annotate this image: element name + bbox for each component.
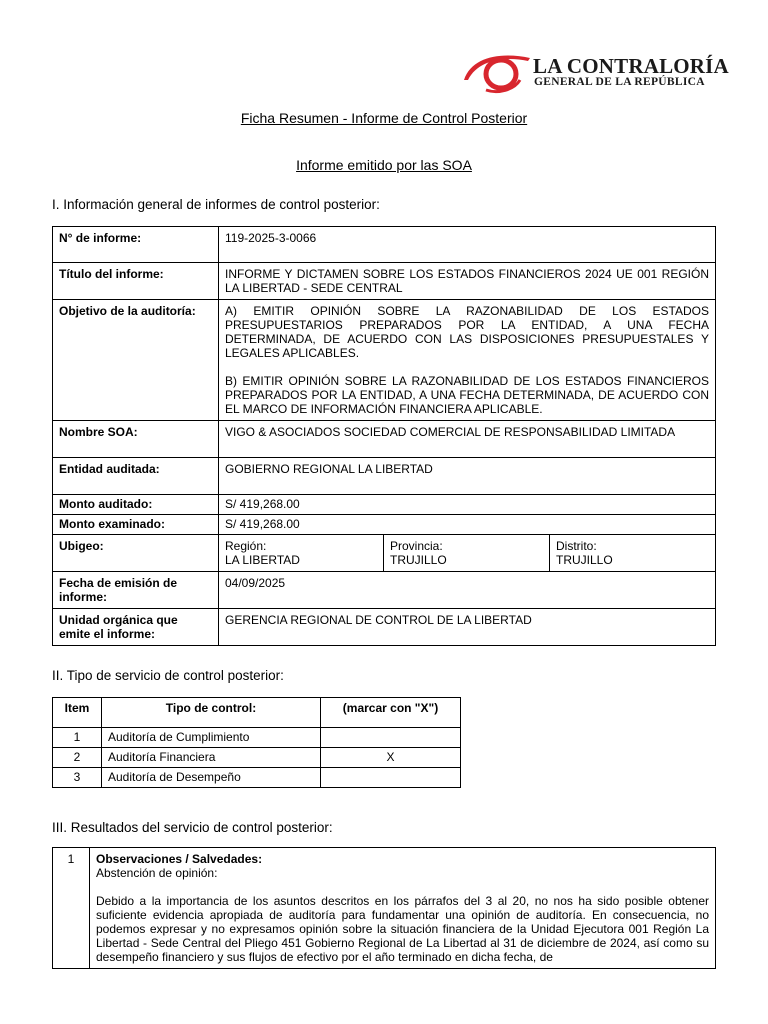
soa-label: Nombre SOA: [53,421,219,458]
soa-value: VIGO & ASOCIADOS SOCIEDAD COMERCIAL DE RESPONSABILIDAD LIMITADA [219,421,716,458]
ubigeo-region [219,535,384,572]
tipo-cell: Auditoría Financiera [102,748,321,768]
objetivo-label: Objetivo de la auditoría: [53,300,219,421]
region-label: Región: [225,539,267,553]
item-cell: 2 [53,748,102,768]
table-row [53,848,716,969]
document-title: Ficha Resumen - Informe de Control Posterior [240,110,528,126]
entidad-label: Entidad auditada: [53,458,219,495]
section-2-heading: II. Tipo de servicio de control posterior: [52,668,284,683]
entidad-value: GOBIERNO REGIONAL LA LIBERTAD [219,458,716,495]
ubigeo-provincia [384,535,550,572]
tipo-header: Tipo de control: [102,698,321,728]
marca-cell [321,728,461,748]
table-row [53,421,716,458]
item-cell: 3 [53,768,102,788]
distrito-label: Distrito: [556,539,597,553]
control-type-table [52,697,461,788]
result-item-number: 1 [53,848,90,969]
fecha-value: 04/09/2025 [219,572,716,609]
observations-subtitle: Abstención de opinión: [96,866,218,880]
table-row [53,609,716,646]
observations-title: Observaciones / Salvedades: [96,852,263,866]
tipo-cell: Auditoría de Desempeño [102,768,321,788]
table-row [53,728,461,748]
provincia-label: Provincia: [390,539,443,553]
marca-header: (marcar con "X") [321,698,461,728]
table-row [53,515,716,535]
objetivo-value [219,300,716,421]
contraloria-emblem-icon [458,50,532,94]
section-3-heading: III. Resultados del servicio de control posterior: [52,820,333,835]
marca-cell: X [321,748,461,768]
logo-title: LA CONTRALORÍA [533,54,729,78]
table-row [53,227,716,263]
distrito-value: TRUJILLO [556,553,613,567]
informe-title-label: Título del informe: [53,263,219,300]
table-row [53,572,716,609]
table-row [53,768,461,788]
region-value: LA LIBERTAD [225,553,300,567]
objetivo-a: A) EMITIR OPINIÓN SOBRE LA RAZONABILIDAD DE LOS ESTADOS PRESUPUESTARIOS PREPARADOS POR LA ENTIDAD, A UNA FECHA DETERMINADA, DE ACUERDO CON LAS DISPOSICIONES PRESUPUESTALES Y LEGALES APLICABLES. [225,304,709,360]
result-content [90,848,716,969]
unidad-value: GERENCIA REGIONAL DE CONTROL DE LA LIBERTAD [219,609,716,646]
section-1-heading: I. Información general de informes de control posterior: [52,197,380,212]
marca-cell [321,768,461,788]
item-header: Item [53,698,102,728]
monto-auditado-value: S/ 419,268.00 [219,495,716,515]
monto-examinado-label: Monto examinado: [53,515,219,535]
table-row [53,263,716,300]
tipo-cell: Auditoría de Cumplimiento [102,728,321,748]
provincia-value: TRUJILLO [390,553,447,567]
table-header-row [53,698,461,728]
general-info-table [52,226,716,646]
contraloria-logo [458,46,728,96]
results-table [52,847,716,969]
table-row [53,535,716,572]
unidad-label: Unidad orgánica que emite el informe: [53,609,219,646]
informe-number-value: 119-2025-3-0066 [219,227,716,263]
table-row [53,458,716,495]
monto-auditado-label: Monto auditado: [53,495,219,515]
logo-subtitle: GENERAL DE LA REPÚBLICA [534,76,705,88]
ubigeo-distrito [550,535,716,572]
fecha-label: Fecha de emisión de informe: [53,572,219,609]
table-row [53,300,716,421]
monto-examinado-value: S/ 419,268.00 [219,515,716,535]
informe-title-value: INFORME Y DICTAMEN SOBRE LOS ESTADOS FINANCIEROS 2024 UE 001 REGIÓN LA LIBERTAD - SEDE CENTRAL [219,263,716,300]
table-row [53,748,461,768]
objetivo-b: B) EMITIR OPINIÓN SOBRE LA RAZONABILIDAD DE LOS ESTADOS FINANCIEROS PREPARADOS POR LA ENTIDAD, A UNA FECHA DETERMINADA, DE ACUERDO CON EL MARCO DE INFORMACIÓN FINANCIERA APLICABLE. [225,374,709,416]
table-row [53,495,716,515]
observations-text: Debido a la importancia de los asuntos descritos en los párrafos del 3 al 20, no nos ha sido posible obtener suficiente evidencia apropiada de auditoría para fundamentar una opinión de auditoría. En consecuencia, no podemos expresar y no expresamos opinión sobre la situación financiera de la Unidad Ejecutora 001 Región La Libertad - Sede Central del Pliego 451 Gobierno Regional de La Libertad al 31 de diciembre de 2024, así como su desempeño financiero y sus flujos de efectivo por el año terminado en dicha fecha, de [96,894,709,964]
ubigeo-label: Ubigeo: [53,535,219,572]
informe-number-label: N° de informe: [53,227,219,263]
document-subtitle: Informe emitido por las SOA [296,157,472,173]
item-cell: 1 [53,728,102,748]
